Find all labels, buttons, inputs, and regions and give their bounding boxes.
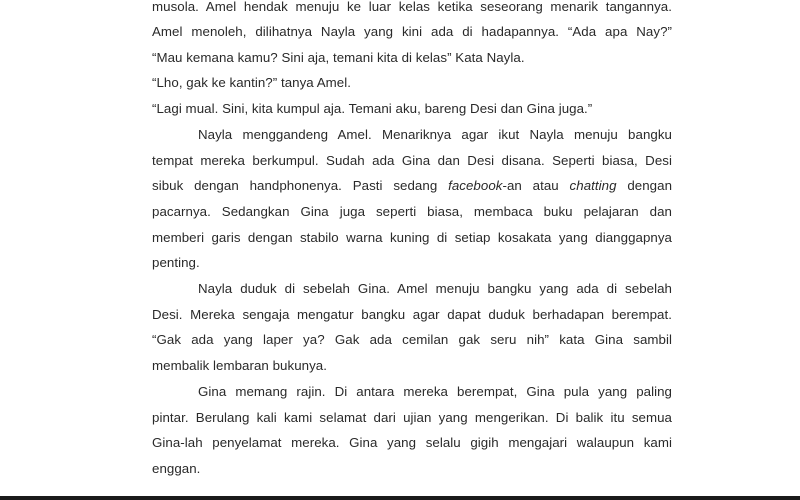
italic-word: facebook (448, 178, 503, 193)
page-edge (0, 496, 800, 500)
text-line: Amel menoleh, dilihatnya Nayla yang kini ada di hadapannya. “Ada apa Nay?” (152, 24, 672, 39)
text-span: -an atau (502, 178, 570, 193)
text-line: “Lho, gak ke kantin?” tanya Amel. (152, 75, 351, 90)
text-line: enggan. (152, 461, 201, 476)
text-line: pintar. Berulang kali kami selamat dari ujian yang mengerikan. Di balik itu semua (152, 410, 672, 425)
text-line: pacarnya. Sedangkan Gina juga seperti biasa, membaca buku pelajaran dan (152, 204, 672, 219)
text-line: “Lagi mual. Sini, kita kumpul aja. Temani aku, bareng Desi dan Gina juga.” (152, 101, 593, 116)
text-line: penting. (152, 255, 200, 270)
paragraph-first-line: Nayla duduk di sebelah Gina. Amel menuju bangku yang ada di sebelah (198, 281, 672, 296)
text-line: musola. Amel hendak menuju ke luar kelas ketika seseorang menarik tangannya. (152, 0, 672, 14)
paragraph-first-line: Nayla menggandeng Amel. Menariknya agar ikut Nayla menuju bangku (198, 127, 672, 142)
italic-word: chatting (569, 178, 617, 193)
text-span: dengan (616, 178, 673, 193)
text-span: sibuk dengan handphonenya. Pasti sedang (152, 178, 449, 193)
paragraph-first-line: Gina memang rajin. Di antara mereka berempat, Gina pula yang paling (198, 384, 672, 399)
text-line: membalik lembaran bukunya. (152, 358, 327, 373)
text-line: Desi. Mereka sengaja mengatur bangku agar dapat duduk berhadapan berempat. (152, 307, 672, 322)
text-line: “Mau kemana kamu? Sini aja, temani kita di kelas” Kata Nayla. (152, 50, 525, 65)
text-line: tempat mereka berkumpul. Sudah ada Gina dan Desi disana. Seperti biasa, Desi (152, 153, 672, 168)
text-line: “Gak ada yang laper ya? Gak ada cemilan gak seru nih” kata Gina sambil (152, 332, 672, 347)
text-line-with-italics (152, 177, 672, 195)
text-line: Gina-lah penyelamat mereka. Gina yang selalu gigih mengajari walaupun kami (152, 435, 672, 450)
text-line: memberi garis dengan stabilo warna kuning di setiap kosakata yang dianggapnya (152, 230, 672, 245)
